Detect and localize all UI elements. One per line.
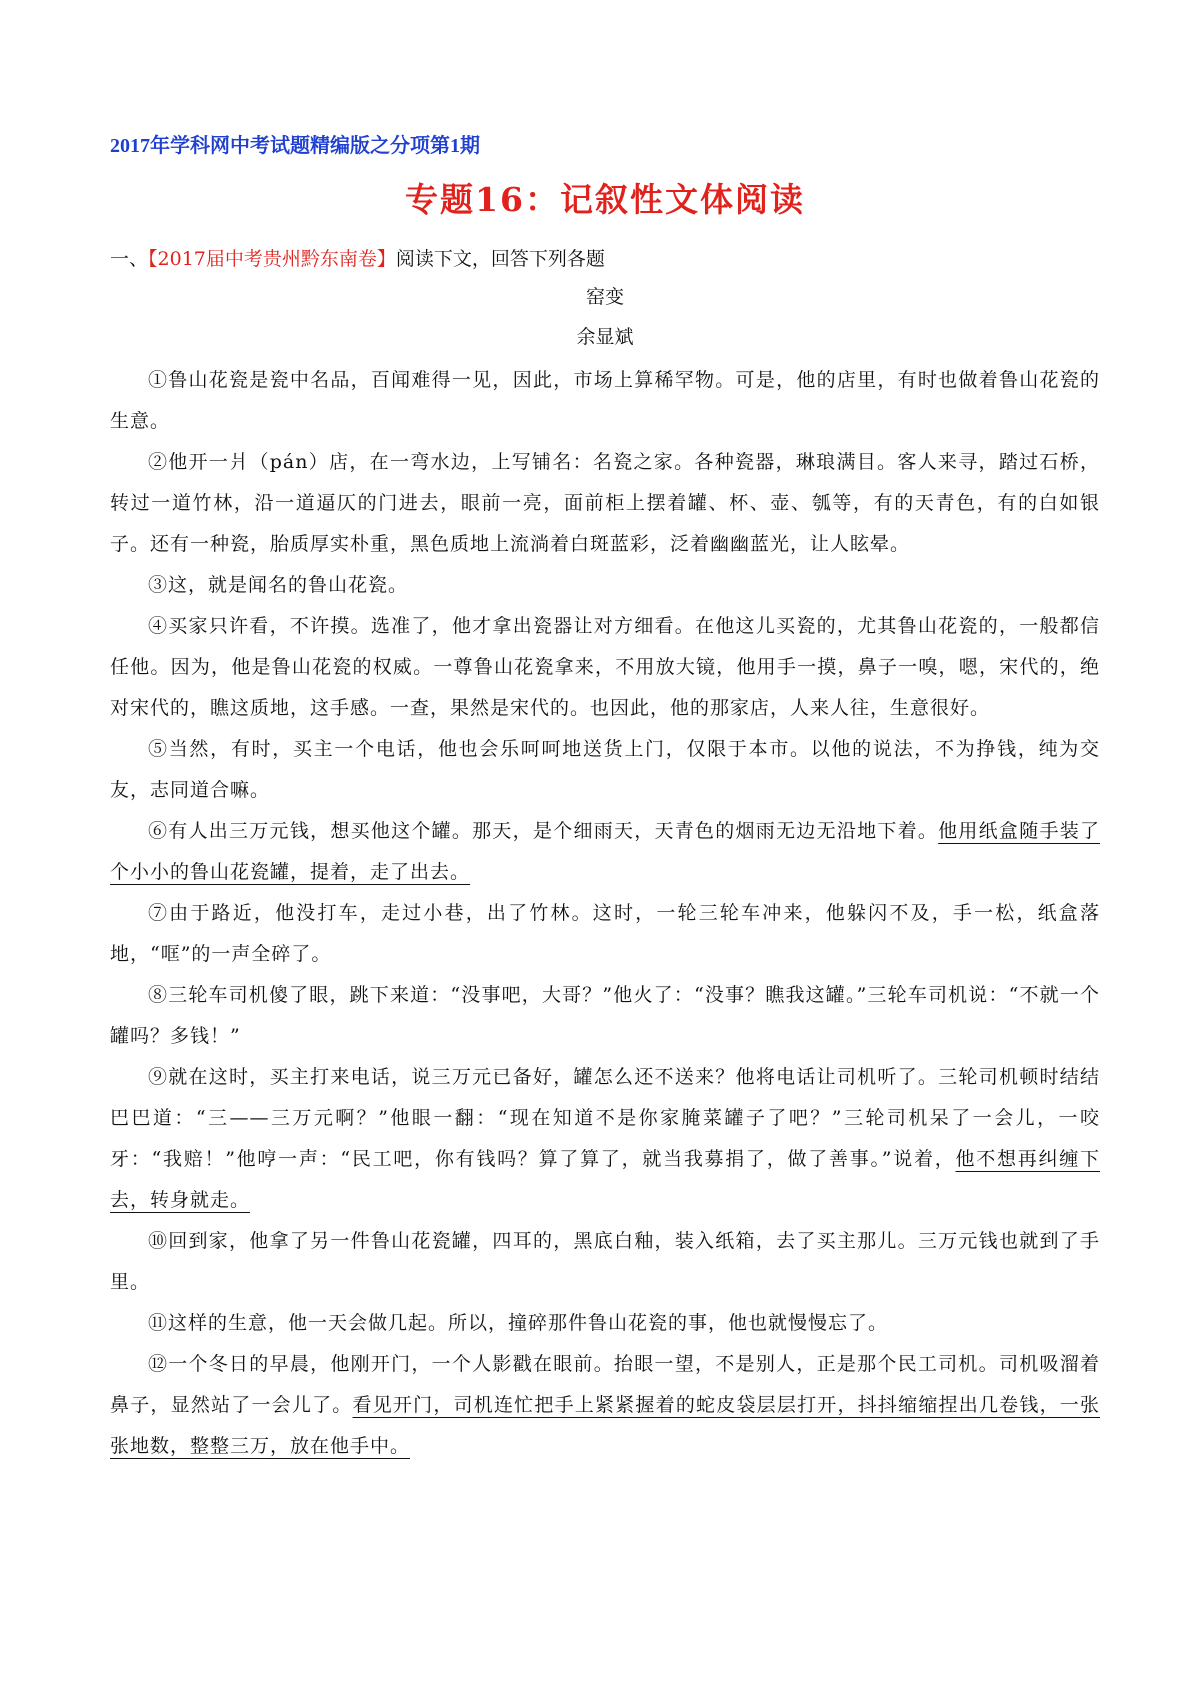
document-page [110,132,1100,1467]
question-number: 一、 [110,248,149,270]
paragraph [110,975,1100,1057]
paragraph-text: ③这，就是闻名的鲁山花瓷。 [148,574,409,596]
paragraph-text: ⑥有人出三万元钱，想买他这个罐。那天，是个细雨天，天青色的烟雨无边无沿地下着。 [148,820,939,842]
paragraph-text: ⑤当然，有时，买主一个电话，他也会乐呵呵地送货上门，仅限于本市。以他的说法，不为挣钱，纯为交友，志同道合嘛。 [110,738,1100,801]
question-heading [110,244,1100,274]
question-source: 【2017届中考贵州黔东南卷】 [148,248,396,270]
paragraph [110,1303,1100,1344]
paragraph-text: ⑦由于路近，他没打车，走过小巷，出了竹林。这时，一轮三轮车冲来，他躲闪不及，手一松，纸盒落地，“哐”的一声全碎了。 [110,902,1100,965]
paragraph [110,811,1100,893]
underlined-sentence: 他不想再纠缠下去，转身就走。 [110,1148,1100,1211]
paragraph-text: ②他开一爿（pán）店，在一弯水边，上写铺名：名瓷之家。各种瓷器，琳琅满目。客人来寻，踏过石桥，转过一道竹林，沿一道逼仄的门进去，眼前一亮，面前柜上摆着罐、杯、壶、瓠等，有的天青色，有的白如银子。还有一种瓷，胎质厚实朴重，黑色质地上流淌着白斑蓝彩，泛着幽幽蓝光，让人眩晕。 [110,451,1100,555]
paragraph [110,893,1100,975]
paragraph-text: ⑫一个冬日的早晨，他刚开门，一个人影戳在眼前。抬眼一望，不是别人，正是那个民工司机。司机吸溜着鼻子，显然站了一会儿了。 [110,1353,1100,1416]
paragraph [110,565,1100,606]
paragraph-text: ①鲁山花瓷是瓷中名品，百闻难得一见，因此，市场上算稀罕物。可是，他的店里，有时也做着鲁山花瓷的生意。 [110,369,1100,432]
paragraph [110,360,1100,442]
paragraph [110,729,1100,811]
article-title: 窑变 [585,286,624,308]
question-instruction: 阅读下文，回答下列各题 [395,248,605,270]
article-author: 余显斌 [576,326,634,348]
paragraph-text: ⑪这样的生意，他一天会做几起。所以，撞碎那件鲁山花瓷的事，他也就慢慢忘了。 [148,1312,889,1334]
paragraph [110,1344,1100,1467]
paragraph-text: ⑧三轮车司机傻了眼，跳下来道：“没事吧，大哥？”他火了：“没事？瞧我这罐。”三轮车司机说：“不就一个罐吗？多钱！” [110,984,1100,1047]
series-title: 2017年学科网中考试题精编版之分项第1期 [110,135,480,157]
paragraph-text: ⑨就在这时，买主打来电话，说三万元已备好，罐怎么还不送来？他将电话让司机听了。三轮司机顿时结结巴巴道：“三——三万元啊？”他眼一翻：“现在知道不是你家腌菜罐子了吧？”三轮司机呆了一会儿，一咬牙：“我赔！”他哼一声：“民工吧，你有钱吗？算了算了，就当我募捐了，做了善事。”说着， [110,1066,1100,1170]
paragraph [110,606,1100,729]
article-body [110,360,1100,1467]
paragraph-text: ④买家只许看，不许摸。选准了，他才拿出瓷器让对方细看。在他这儿买瓷的，尤其鲁山花瓷的，一般都信任他。因为，他是鲁山花瓷的权威。一尊鲁山花瓷拿来，不用放大镜，他用手一摸，鼻子一嗅，嗯，宋代的，绝对宋代的，瞧这质地，这手感。一查，果然是宋代的。也因此，他的那家店，人来人往，生意很好。 [110,615,1100,719]
paragraph-text: ⑩回到家，他拿了另一件鲁山花瓷罐，四耳的，黑底白釉，装入纸箱，去了买主那儿。三万元钱也就到了手里。 [110,1230,1100,1293]
topic-title: 专题16：记叙性文体阅读 [405,180,805,219]
underlined-sentence: 他用纸盒随手装了个小小的鲁山花瓷罐，提着，走了出去。 [110,820,1100,883]
paragraph [110,1221,1100,1303]
paragraph [110,1057,1100,1221]
paragraph [110,442,1100,565]
underlined-sentence: 看见开门，司机连忙把手上紧紧握着的蛇皮袋层层打开，抖抖缩缩捏出几卷钱，一张张地数，整整三万，放在他手中。 [110,1394,1100,1457]
